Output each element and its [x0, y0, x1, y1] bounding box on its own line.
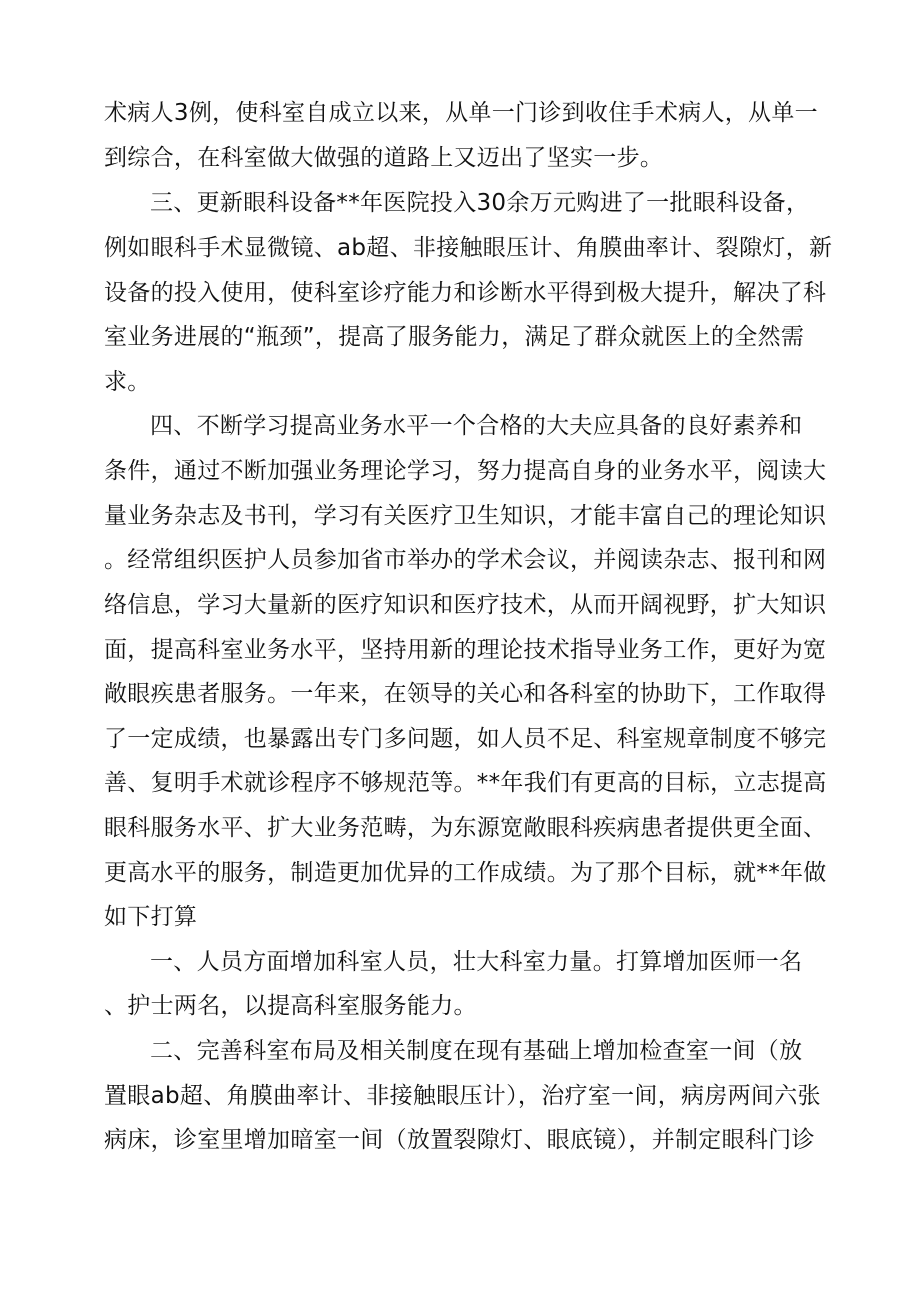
- text-line: 敞眼疾患者服务。一年来，在领导的关心和各科室的协助下，工作取得: [104, 681, 827, 707]
- text-line: 眼科服务水平、扩大业务范畴，为东源宽敞眼科疾病患者提供更全面、: [104, 815, 827, 841]
- paragraph-start-line: 二、完善科室布局及相关制度在现有基础上增加检查室一间（放: [150, 1038, 803, 1064]
- text-line: 到综合，在科室做大做强的道路上又迈出了坚实一步。: [104, 145, 664, 171]
- text-line: 室业务进展的“瓶颈”，提高了服务能力，满足了群众就医上的全然需: [104, 324, 805, 350]
- text-line: 善、复明手术就诊程序不够规范等。**年我们有更高的目标，立志提高: [104, 770, 827, 796]
- text-line: 更高水平的服务，制造更加优异的工作成绩。为了那个目标，就**年做: [104, 860, 827, 886]
- text-line: 术病人3例，使科室自成立以来，从单一门诊到收住手术病人，从单一: [104, 100, 818, 126]
- text-line: 例如眼科手术显微镜、ab超、非接触眼压计、角膜曲率计、裂隙灯，新: [104, 235, 833, 261]
- text-line: 面，提高科室业务水平，坚持用新的理论技术指导业务工作，更好为宽: [104, 637, 827, 663]
- text-line: 、护士两名，以提高科室服务能力。: [104, 993, 477, 1019]
- paragraph-start-line: 三、更新眼科设备**年医院投入30余万元购进了一批眼科设备，: [150, 190, 810, 216]
- paragraph-start-line: 四、不断学习提高业务水平一个合格的大夫应具备的良好素养和: [150, 413, 803, 439]
- text-line: 络信息，学习大量新的医疗知识和医疗技术，从而开阔视野，扩大知识: [104, 592, 827, 618]
- text-line: 求。: [104, 369, 151, 395]
- text-line: 。经常组织医护人员参加省市举办的学术会议，并阅读杂志、报刊和网: [104, 547, 827, 573]
- text-line: 置眼ab超、角膜曲率计、非接触眼压计），治疗室一间，病房两间六张: [104, 1083, 821, 1109]
- paragraph-start-line: 一、人员方面增加科室人员，壮大科室力量。打算增加医师一名: [150, 949, 803, 975]
- text-line: 如下打算: [104, 904, 198, 930]
- text-line: 条件，通过不断加强业务理论学习，努力提高自身的业务水平，阅读大: [104, 458, 827, 484]
- text-line: 病床，诊室里增加暗室一间（放置裂隙灯、眼底镜），并制定眼科门诊: [104, 1127, 815, 1153]
- text-line: 量业务杂志及书刊，学习有关医疗卫生知识，才能丰富自己的理论知识: [104, 503, 827, 529]
- text-line: 设备的投入使用，使科室诊疗能力和诊断水平得到极大提升，解决了科: [104, 280, 827, 306]
- text-line: 了一定成绩，也暴露出专门多问题，如人员不足、科室规章制度不够完: [104, 726, 827, 752]
